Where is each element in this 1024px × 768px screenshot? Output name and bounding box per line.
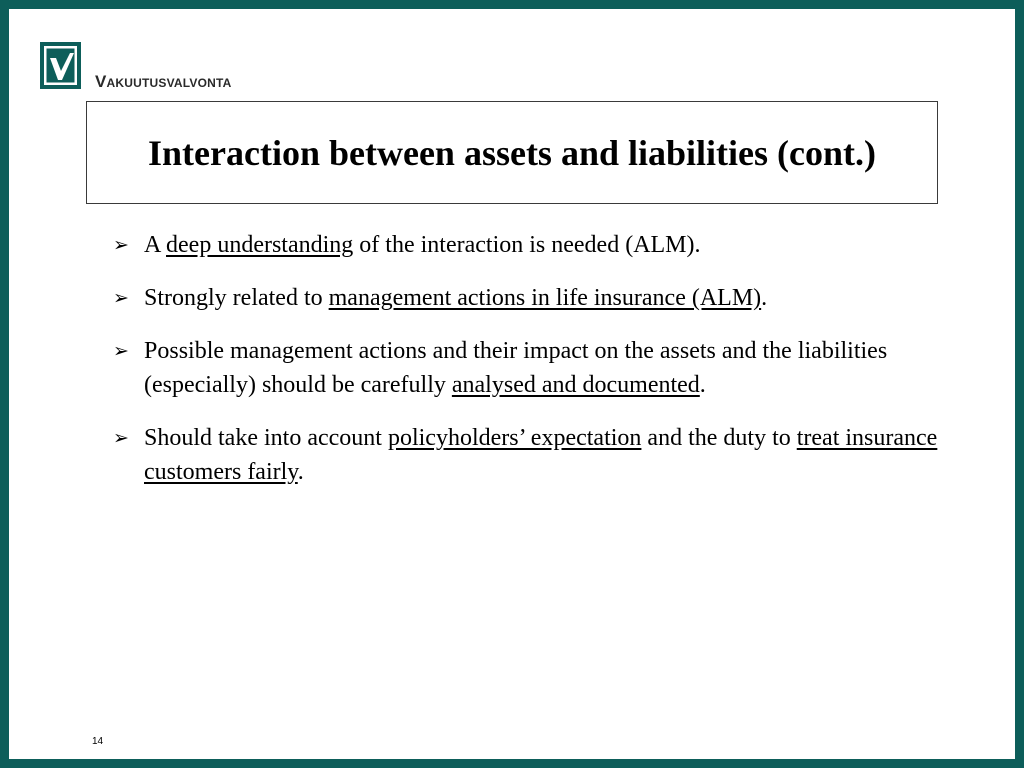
bullet-text: Possible management actions and their impact on the assets and the liabilities (especially) should be carefully	[144, 338, 888, 398]
bullet-text: Strongly related to	[144, 285, 329, 311]
arrow-bullet-icon: ➢	[113, 287, 129, 309]
bullet-text: and the duty to	[641, 425, 797, 451]
bullet-text: A	[144, 232, 167, 258]
bullet-item	[113, 281, 943, 315]
arrow-bullet-icon: ➢	[113, 234, 129, 256]
page-number: 14	[92, 736, 104, 747]
bullet-emphasis: analysed and documented	[451, 372, 700, 398]
bullet-item	[113, 228, 943, 262]
arrow-bullet-icon: ➢	[113, 340, 129, 362]
bullet-emphasis: policyholders’ expectation	[387, 425, 642, 451]
bullet-emphasis: treat insurance customers fairly	[144, 425, 938, 485]
bullet-emphasis: deep understanding	[166, 232, 354, 258]
logo-wordmark: Vakuutusvalvonta	[95, 72, 232, 91]
bullet-text: Should take into account	[144, 425, 388, 451]
bullet-item	[113, 334, 943, 402]
bullet-emphasis: management actions in life insurance (ALM)	[328, 285, 762, 311]
checkmark-logo-icon	[40, 42, 81, 89]
slide-title: Interaction between assets and liabilities (cont.)	[148, 132, 876, 173]
bullet-text: of the interaction is needed (ALM).	[353, 232, 701, 258]
bullet-item	[113, 421, 943, 489]
title-box	[86, 101, 938, 204]
bullet-text: .	[699, 372, 706, 398]
bullet-text: .	[297, 459, 304, 485]
arrow-bullet-icon: ➢	[113, 427, 129, 449]
bullet-list	[113, 228, 943, 508]
bullet-text: .	[761, 285, 768, 311]
